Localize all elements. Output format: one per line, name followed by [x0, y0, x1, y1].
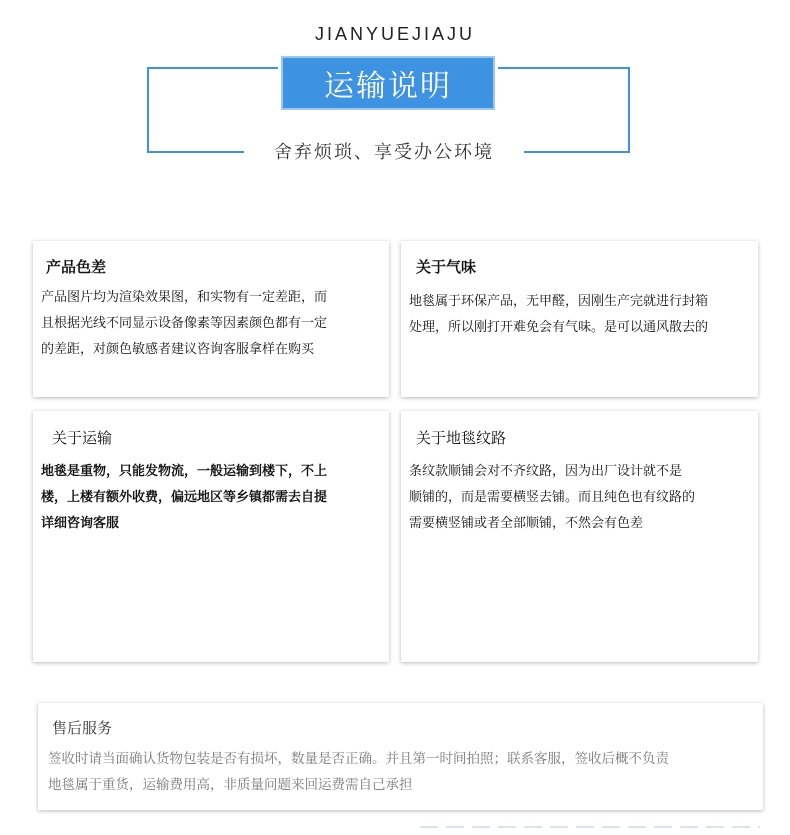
brand-name: JIANYUEJIAJU [314, 24, 476, 44]
card-carpet-pattern [401, 411, 758, 662]
card-line: 详细咨询客服 [41, 516, 120, 531]
card-text [41, 285, 327, 363]
card-line: 顺铺的，而是需要横竖去铺。而且纯色也有纹路的 [409, 490, 696, 505]
card-line: 需要横竖铺或者全部顺铺，不然会有色差 [409, 516, 644, 531]
decorative-dotted-line [420, 826, 760, 828]
frame-right [524, 67, 630, 151]
card-line: 条纹款顺铺会对不齐纹路，因为出厂设计就不是 [409, 464, 683, 479]
card-text [48, 746, 669, 798]
card-title: 产品色差 [46, 258, 107, 276]
title-banner [278, 53, 498, 113]
card-line: 处理，所以刚打开难免会有气味。是可以通风散去的 [409, 320, 709, 335]
card-odor [401, 241, 758, 397]
frame-left [147, 67, 244, 151]
card-title: 关于运输 [52, 429, 113, 447]
slogan: 舍弃烦琐、享受办公环境 [244, 138, 524, 164]
card-color-difference [33, 241, 389, 397]
card-text [409, 289, 708, 341]
card-line: 楼，上楼有额外收费，偏远地区等乡镇都需去自提 [41, 490, 328, 505]
page-title: 运输说明 [281, 56, 495, 110]
card-title: 关于气味 [416, 258, 477, 276]
card-line: 且根据光线不同显示设备像素等因素颜色都有一定 [41, 316, 328, 331]
card-text [41, 459, 327, 537]
card-line: 地毯属于环保产品，无甲醛，因刚生产完就进行封箱 [409, 294, 709, 309]
card-line: 地毯是重物，只能发物流，一般运输到楼下，不上 [41, 464, 328, 479]
card-title: 售后服务 [52, 719, 113, 737]
card-text [409, 459, 695, 537]
card-shipping [33, 411, 389, 662]
card-title: 关于地毯纹路 [416, 429, 507, 447]
card-line: 的差距，对颜色敏感者建议咨询客服拿样在购买 [41, 342, 315, 357]
card-line: 产品图片均为渲染效果图，和实物有一定差距，而 [41, 290, 328, 305]
card-line: 地毯属于重货，运输费用高，非质量问题来回运费需自己承担 [48, 777, 413, 793]
card-line: 签收时请当面确认货物包装是否有损坏，数量是否正确。并且第一时间拍照；联系客服，签收后概不负责 [48, 751, 669, 767]
card-after-sales [38, 703, 763, 810]
